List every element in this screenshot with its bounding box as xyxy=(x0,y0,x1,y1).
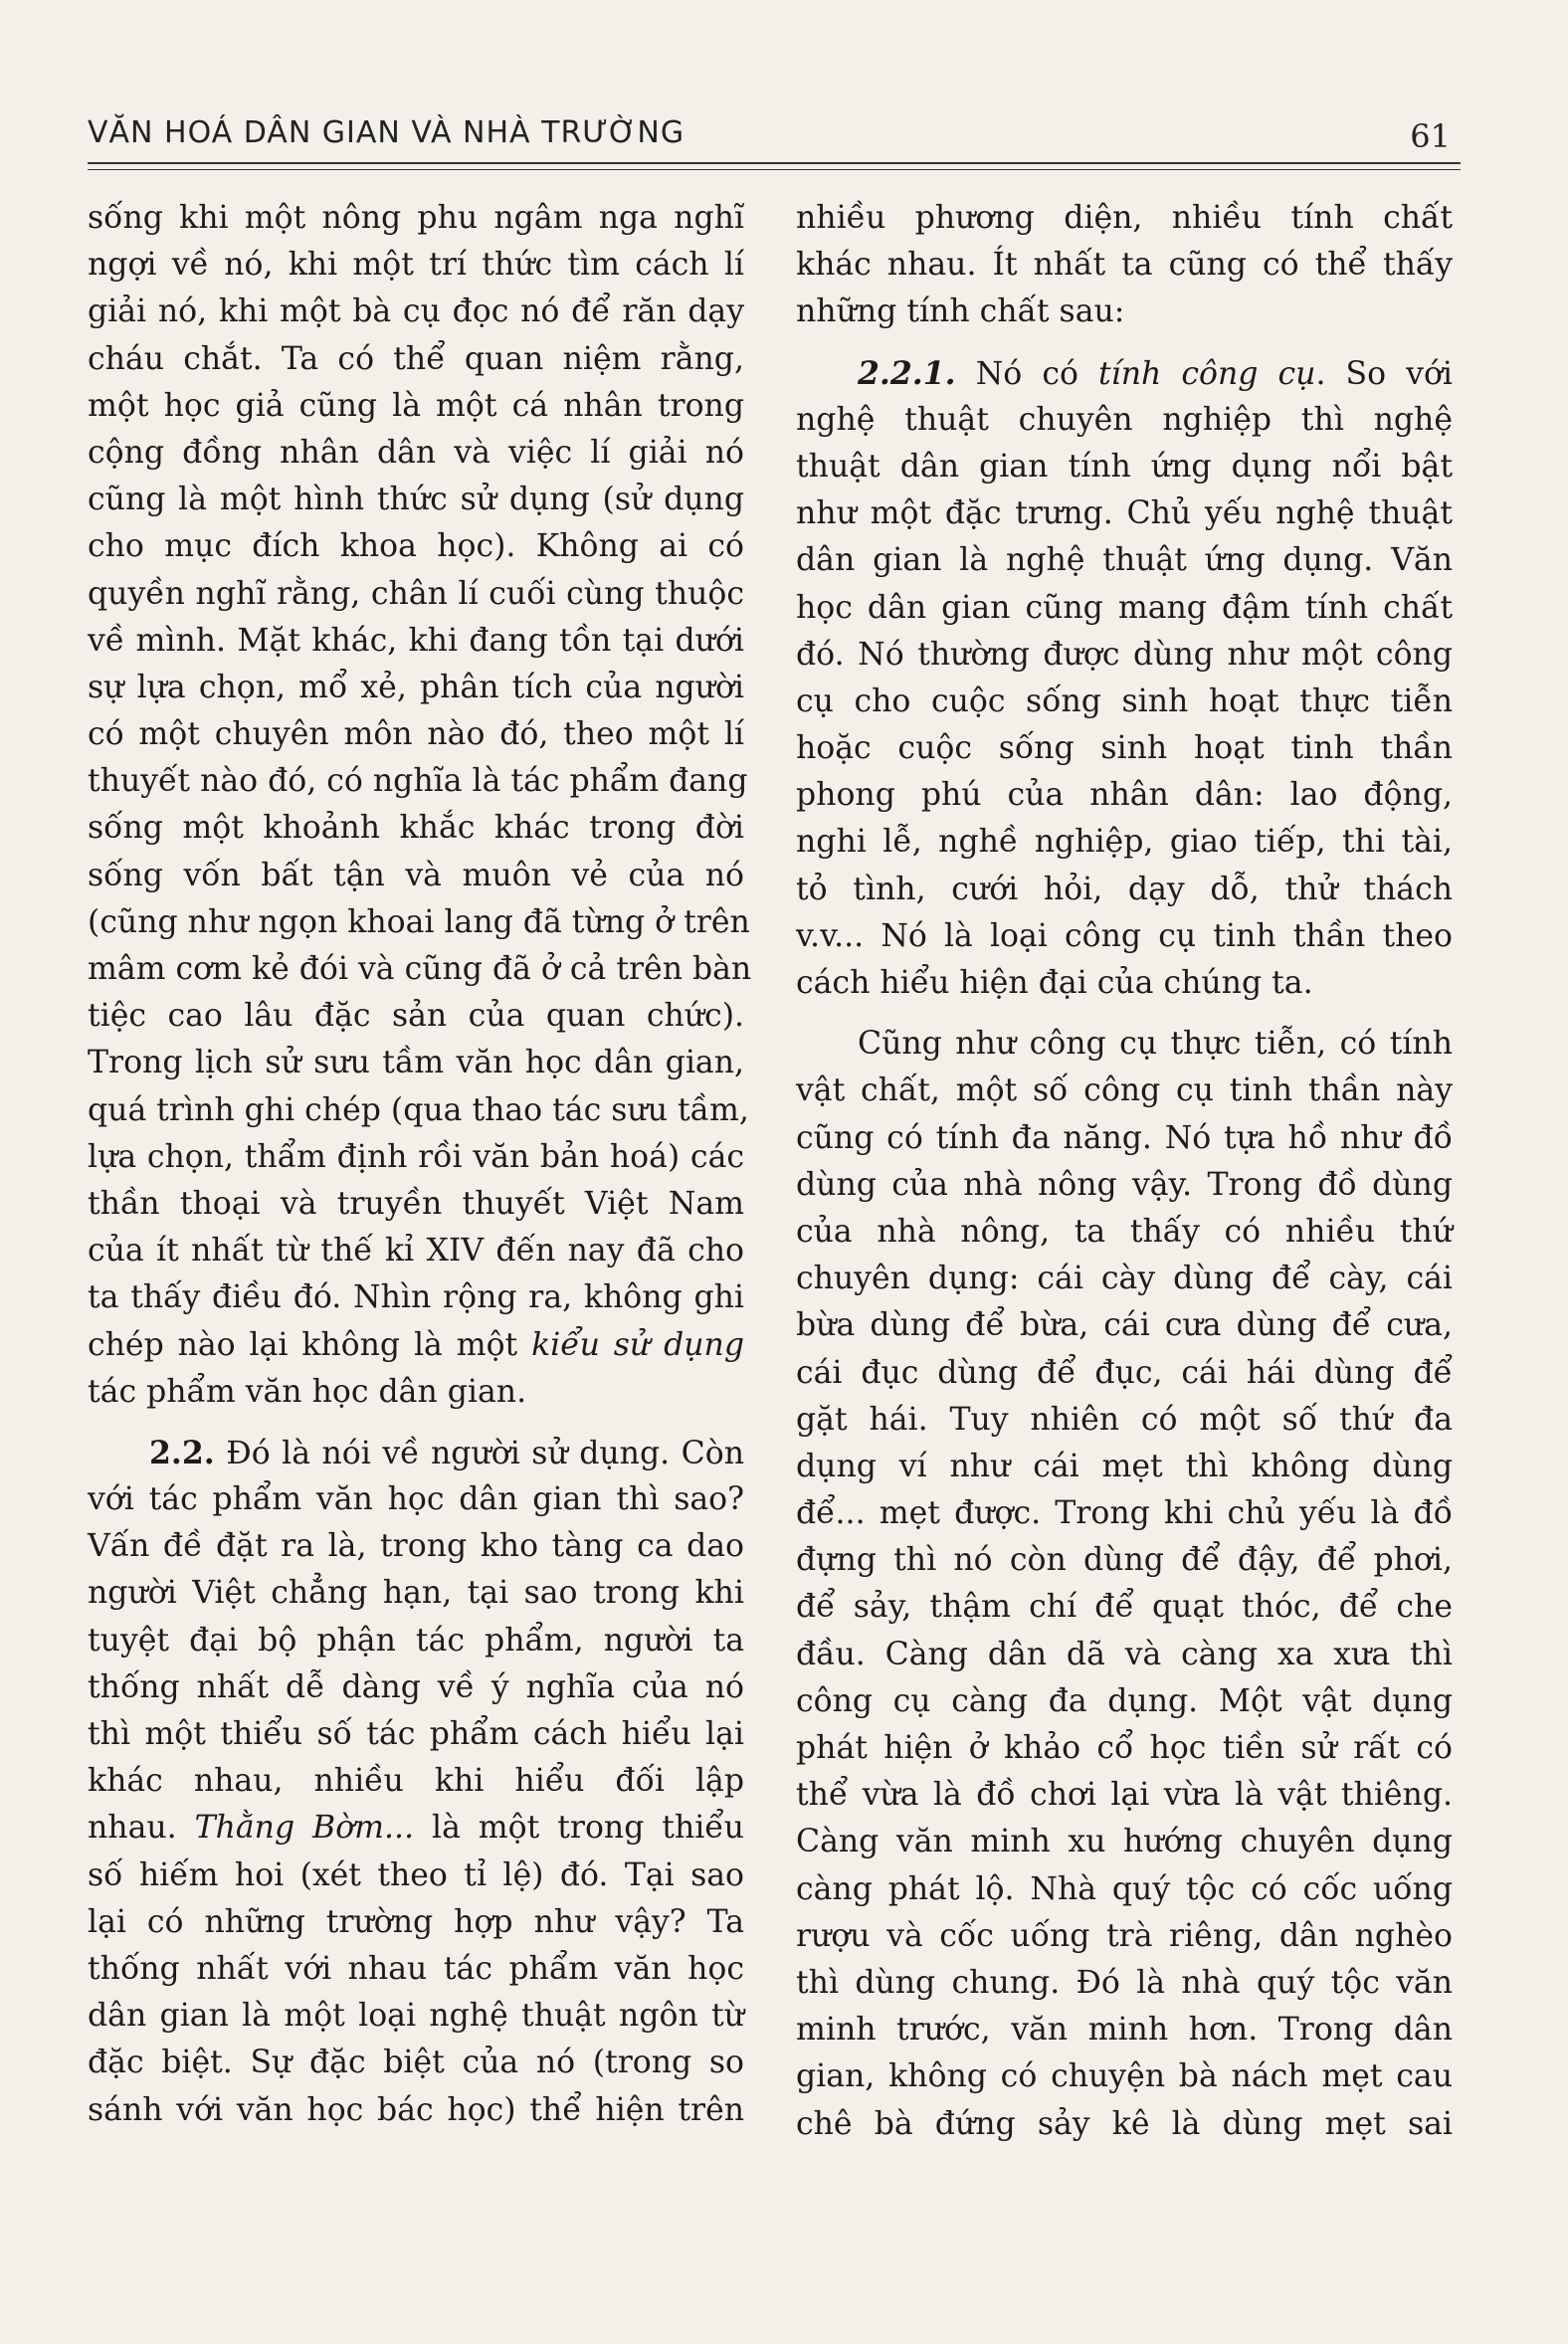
text-line: một học giả cũng là một cá nhân trong xyxy=(88,387,744,424)
text-line: sống một khoảnh khắc khác trong đời xyxy=(88,810,744,847)
text-line: gặt hái. Tuy nhiên có một số thứ đa xyxy=(796,1401,1453,1438)
text-line xyxy=(88,1805,744,1852)
text-line: thì một thiểu số tác phẩm cách hiểu lại xyxy=(88,1716,744,1752)
text-line: như một đặc trưng. Chủ yếu nghệ thuật xyxy=(796,495,1453,532)
text-line: sống vốn bất tận và muôn vẻ của nó xyxy=(88,857,744,893)
text-run: Đó là nói về người sử dụng. Còn xyxy=(214,1435,744,1471)
text-line: của nhà nông, ta thấy có nhiều thứ xyxy=(796,1213,1453,1250)
text-line: cho mục đích khoa học). Không ai có xyxy=(88,528,744,565)
text-line xyxy=(88,1322,744,1369)
italic-title: Thằng Bờm... xyxy=(194,1810,415,1847)
text-line: cụ cho cuộc sống sinh hoạt thực tiễn xyxy=(796,683,1453,719)
paragraph-gap xyxy=(88,1416,744,1430)
right-column xyxy=(796,195,1453,2148)
text-line: nghi lễ, nghề nghiệp, giao tiếp, thi tài, xyxy=(796,824,1453,861)
text-line xyxy=(88,1430,744,1476)
text-line: thống nhất với nhau tác phẩm văn học xyxy=(88,1950,744,1987)
text-line: đó. Nó thường được dùng như một công xyxy=(796,636,1453,673)
text-line: hoặc cuộc sống sinh hoạt tinh thần xyxy=(796,730,1453,767)
text-line: người Việt chẳng hạn, tại sao trong khi xyxy=(88,1575,744,1612)
text-line: quá trình ghi chép (qua thao tác sưu tầm, xyxy=(88,1091,749,1128)
text-line: sánh với văn học bác học) thể hiện trên xyxy=(88,2091,744,2128)
text-line: của ít nhất từ thế kỉ XIV đến nay đã cho xyxy=(88,1233,744,1270)
text-line: dân gian là nghệ thuật ứng dụng. Văn xyxy=(796,542,1453,579)
text-line: khác nhau, nhiều khi hiểu đối lập xyxy=(88,1763,744,1800)
text-line: v.v... Nó là loại công cụ tinh thần theo xyxy=(796,917,1453,954)
left-column xyxy=(88,195,752,2134)
text-line: số hiếm hoi (xét theo tỉ lệ) đó. Tại sao xyxy=(88,1856,744,1893)
text-line: dân gian là một loại nghệ thuật ngôn từ xyxy=(88,1998,744,2035)
text-line: khác nhau. Ít nhất ta cũng có thể thấy xyxy=(796,247,1453,284)
text-line: về mình. Mặt khác, khi đang tồn tại dưới xyxy=(88,622,744,659)
text-line: phát hiện ở khảo cổ học tiền sử rất có xyxy=(796,1730,1453,1766)
text-line: tỏ tình, cưới hỏi, dạy dỗ, thử thách xyxy=(796,871,1453,907)
text-line: Cũng như công cụ thực tiễn, có tính xyxy=(858,1026,1453,1063)
text-run: nhau. xyxy=(88,1810,195,1847)
text-line: đựng thì nó còn dùng để đậy, để phơi, xyxy=(796,1542,1453,1579)
text-line: mâm cơm kẻ đói và cũng đã ở cả trên bàn xyxy=(88,951,752,987)
text-line: cộng đồng nhân dân và việc lí giải nó xyxy=(88,434,744,471)
page-number: 61 xyxy=(1410,117,1451,155)
text-line: rượu và cốc uống trà riêng, dân nghèo xyxy=(796,1917,1453,1954)
paragraph-gap xyxy=(796,336,1453,350)
text-line: nghệ thuật chuyên nghiệp thì nghệ xyxy=(796,401,1453,438)
italic-term: kiểu sử dụng xyxy=(531,1326,744,1363)
text-line: minh trước, văn minh hơn. Trong dân xyxy=(796,2012,1453,2049)
text-line: sống khi một nông phu ngâm nga nghĩ xyxy=(88,200,744,236)
text-line: cũng có tính đa năng. Nó tựa hồ như đồ xyxy=(796,1119,1453,1156)
text-line: quyền nghĩ rằng, chân lí cuối cùng thuộc xyxy=(88,575,744,612)
section-number: 2.2. xyxy=(149,1434,215,1471)
text-line: bừa dùng để bừa, cái cưa dùng để cưa, xyxy=(796,1307,1453,1344)
text-line: ngợi về nó, khi một trí thức tìm cách lí xyxy=(88,247,744,284)
text-line: thuật dân gian tính ứng dụng nổi bật xyxy=(796,448,1453,485)
text-line: sự lựa chọn, mổ xẻ, phân tích của người xyxy=(88,669,744,705)
text-line: cái đục dùng để đục, cái hái dùng để xyxy=(796,1354,1453,1391)
text-run: . So với xyxy=(1315,355,1453,392)
paragraph-gap xyxy=(796,1007,1453,1021)
running-title: VĂN HOÁ DÂN GIAN VÀ NHÀ TRƯỜNG xyxy=(88,115,686,150)
text-line: đặc biệt. Sự đặc biệt của nó (trong so xyxy=(88,2045,744,2081)
text-line: đầu. Càng dân dã và càng xa xưa thì xyxy=(796,1636,1453,1672)
text-line: dụng ví như cái mẹt thì không dùng xyxy=(796,1448,1453,1484)
text-line: Càng văn minh xu hướng chuyên dụng xyxy=(796,1824,1453,1860)
text-line: giải nó, khi một bà cụ đọc nó để răn dạy xyxy=(88,293,744,330)
text-line: tuyệt đại bộ phận tác phẩm, người ta xyxy=(88,1622,744,1659)
text-line: thì dùng chung. Đó là nhà quý tộc văn xyxy=(796,1964,1453,2001)
text-line: (cũng như ngọn khoai lang đã từng ở trên xyxy=(88,903,750,940)
text-line xyxy=(796,350,1453,397)
text-run: là một trong thiểu xyxy=(414,1810,744,1847)
text-line: chuyên dụng: cái cày dùng để cày, cái xyxy=(796,1261,1453,1297)
text-line: tiệc cao lâu đặc sản của quan chức). xyxy=(88,998,744,1035)
text-line: thuyết nào đó, có nghĩa là tác phẩm đang xyxy=(88,763,748,800)
text-line: thần thoại và truyền thuyết Việt Nam xyxy=(88,1185,744,1222)
text-line: học dân gian cũng mang đậm tính chất xyxy=(796,589,1453,626)
header-rule xyxy=(88,162,1461,164)
text-line: tác phẩm văn học dân gian. xyxy=(88,1373,527,1410)
text-line: nhiều phương diện, nhiều tính chất xyxy=(796,200,1453,236)
text-line: lại có những trường hợp như vậy? Ta xyxy=(88,1903,744,1940)
text-line: ta thấy điều đó. Nhìn rộng ra, không ghi xyxy=(88,1279,744,1316)
text-run: Nó có xyxy=(955,355,1099,392)
section-number: 2.2.1. xyxy=(858,354,956,392)
text-line: công cụ càng đa dụng. Một vật dụng xyxy=(796,1682,1453,1719)
text-run: chép nào lại không là một xyxy=(88,1326,532,1363)
text-line: với tác phẩm văn học dân gian thì sao? xyxy=(88,1481,744,1518)
text-line: lựa chọn, thẩm định rồi văn bản hoá) các xyxy=(88,1138,744,1175)
text-line: những tính chất sau: xyxy=(796,293,1125,330)
text-line: càng phát lộ. Nhà quý tộc có cốc uống xyxy=(796,1870,1453,1907)
text-line: dùng của nhà nông vậy. Trong đồ dùng xyxy=(796,1166,1453,1203)
italic-term: tính công cụ xyxy=(1098,355,1316,392)
text-line: thống nhất dễ dàng về ý nghĩa của nó xyxy=(88,1668,744,1705)
text-line: cách hiểu hiện đại của chúng ta. xyxy=(796,965,1313,1001)
page-header xyxy=(88,115,1461,163)
text-line: cháu chắt. Ta có thể quan niệm rằng, xyxy=(88,340,744,377)
text-line: thể vừa là đồ chơi lại vừa là vật thiêng. xyxy=(796,1777,1453,1814)
text-line: cũng là một hình thức sử dụng (sử dụng xyxy=(88,482,744,518)
text-line: gian, không có chuyện bà nách mẹt cau xyxy=(796,2058,1453,2095)
text-line: vật chất, một số công cụ tinh thần này xyxy=(796,1073,1453,1109)
text-line: để... mẹt được. Trong khi chủ yếu là đồ xyxy=(796,1495,1453,1532)
text-line: chê bà đứng sảy kê là dùng mẹt sai xyxy=(796,2105,1453,2142)
header-rule-thin xyxy=(88,169,1461,170)
text-line: phong phú của nhân dân: lao động, xyxy=(796,777,1453,814)
text-line: Vấn đề đặt ra là, trong kho tàng ca dao xyxy=(88,1528,744,1565)
text-line: có một chuyên môn nào đó, theo một lí xyxy=(88,716,744,753)
text-line: Trong lịch sử sưu tầm văn học dân gian, xyxy=(88,1045,744,1081)
text-line: để sảy, thậm chí để quạt thóc, để che xyxy=(796,1589,1453,1626)
